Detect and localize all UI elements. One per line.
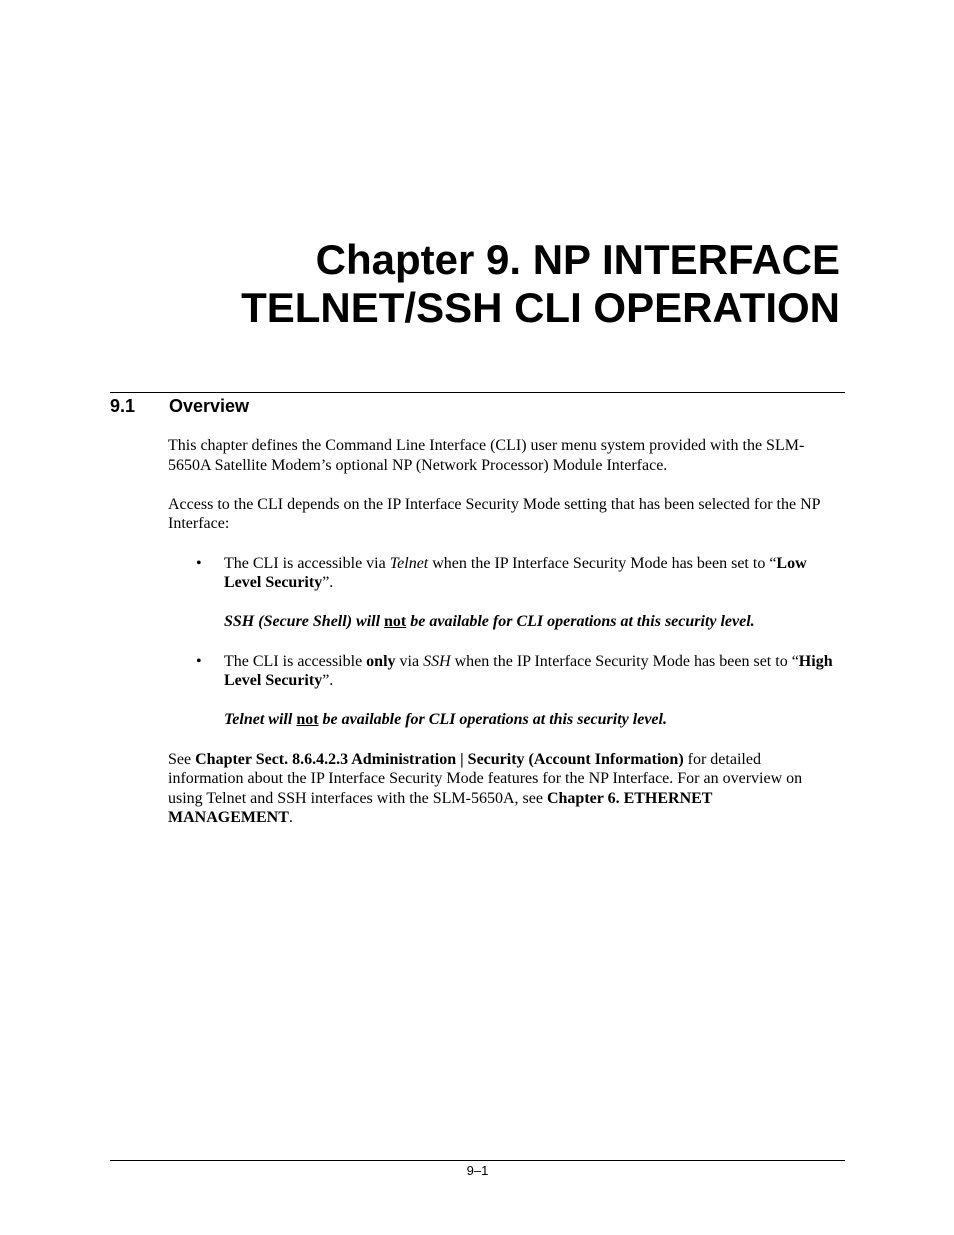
note-text: SSH (Secure Shell) will: [224, 613, 385, 631]
section-number: 9.1: [110, 396, 136, 416]
section-body: [168, 436, 840, 847]
page-number: 9–1: [466, 1163, 489, 1178]
note-telnet-unavailable: [168, 710, 840, 730]
ssh-term: SSH: [423, 652, 451, 670]
low-level-security-term: Low Level Security: [224, 554, 807, 592]
bullet-icon: •: [196, 554, 202, 572]
bullet-icon: •: [196, 652, 202, 670]
list-item-ssh: [168, 652, 840, 691]
paragraph-text: for detailed information about the IP Interface Security Mode features for the NP Interface. For an overview on using Telnet and SSH interfaces with the SLM-5650A, see: [168, 750, 803, 807]
reference-paragraph: [168, 750, 840, 828]
bullet-text: when the IP Interface Security Mode has been set to “: [450, 652, 799, 670]
note-emphasis: not: [384, 613, 407, 631]
chapter-title: [110, 236, 840, 332]
bullet-text: ”.: [322, 574, 334, 592]
note-text: be available for CLI operations at this security level.: [318, 711, 667, 729]
section-divider: [110, 392, 845, 393]
paragraph-text: .: [288, 809, 293, 827]
chapter-title-line-1: Chapter 9. NP INTERFACE: [315, 236, 840, 283]
cross-reference-security: Chapter Sect. 8.6.4.2.3 Administration | Security (Account Information): [195, 750, 684, 768]
note-text: Telnet will: [224, 711, 297, 729]
note-text: be available for CLI operations at this security level.: [406, 613, 755, 631]
note-emphasis: not: [296, 711, 319, 729]
bullet-text: via: [395, 652, 424, 670]
section-title: Overview: [169, 396, 250, 416]
list-item-telnet: [168, 554, 840, 593]
intro-paragraph: This chapter defines the Command Line Interface (CLI) user menu system provided with the SLM-5650A Satellite Modem’s optional NP (Network Processor) Module Interface.: [168, 437, 805, 474]
high-level-security-term: High Level Security: [224, 652, 833, 690]
telnet-term: Telnet: [389, 554, 429, 572]
paragraph-text: See: [168, 750, 196, 768]
access-paragraph: Access to the CLI depends on the IP Interface Security Mode setting that has been selected for the NP Interface:: [168, 495, 820, 533]
note-ssh-unavailable: [168, 612, 840, 632]
bullet-text: ”.: [322, 672, 334, 690]
chapter-title-line-2: TELNET/SSH CLI OPERATION: [241, 284, 840, 331]
bullet-text: when the IP Interface Security Mode has been set to “: [428, 554, 777, 572]
bullet-text: The CLI is accessible via: [224, 554, 390, 572]
only-term: only: [366, 652, 396, 670]
section-heading: [110, 395, 249, 417]
cross-reference-ethernet: Chapter 6. ETHERNET MANAGEMENT: [168, 789, 713, 827]
footer-divider: [110, 1160, 845, 1161]
bullet-text: The CLI is accessible: [224, 652, 367, 670]
